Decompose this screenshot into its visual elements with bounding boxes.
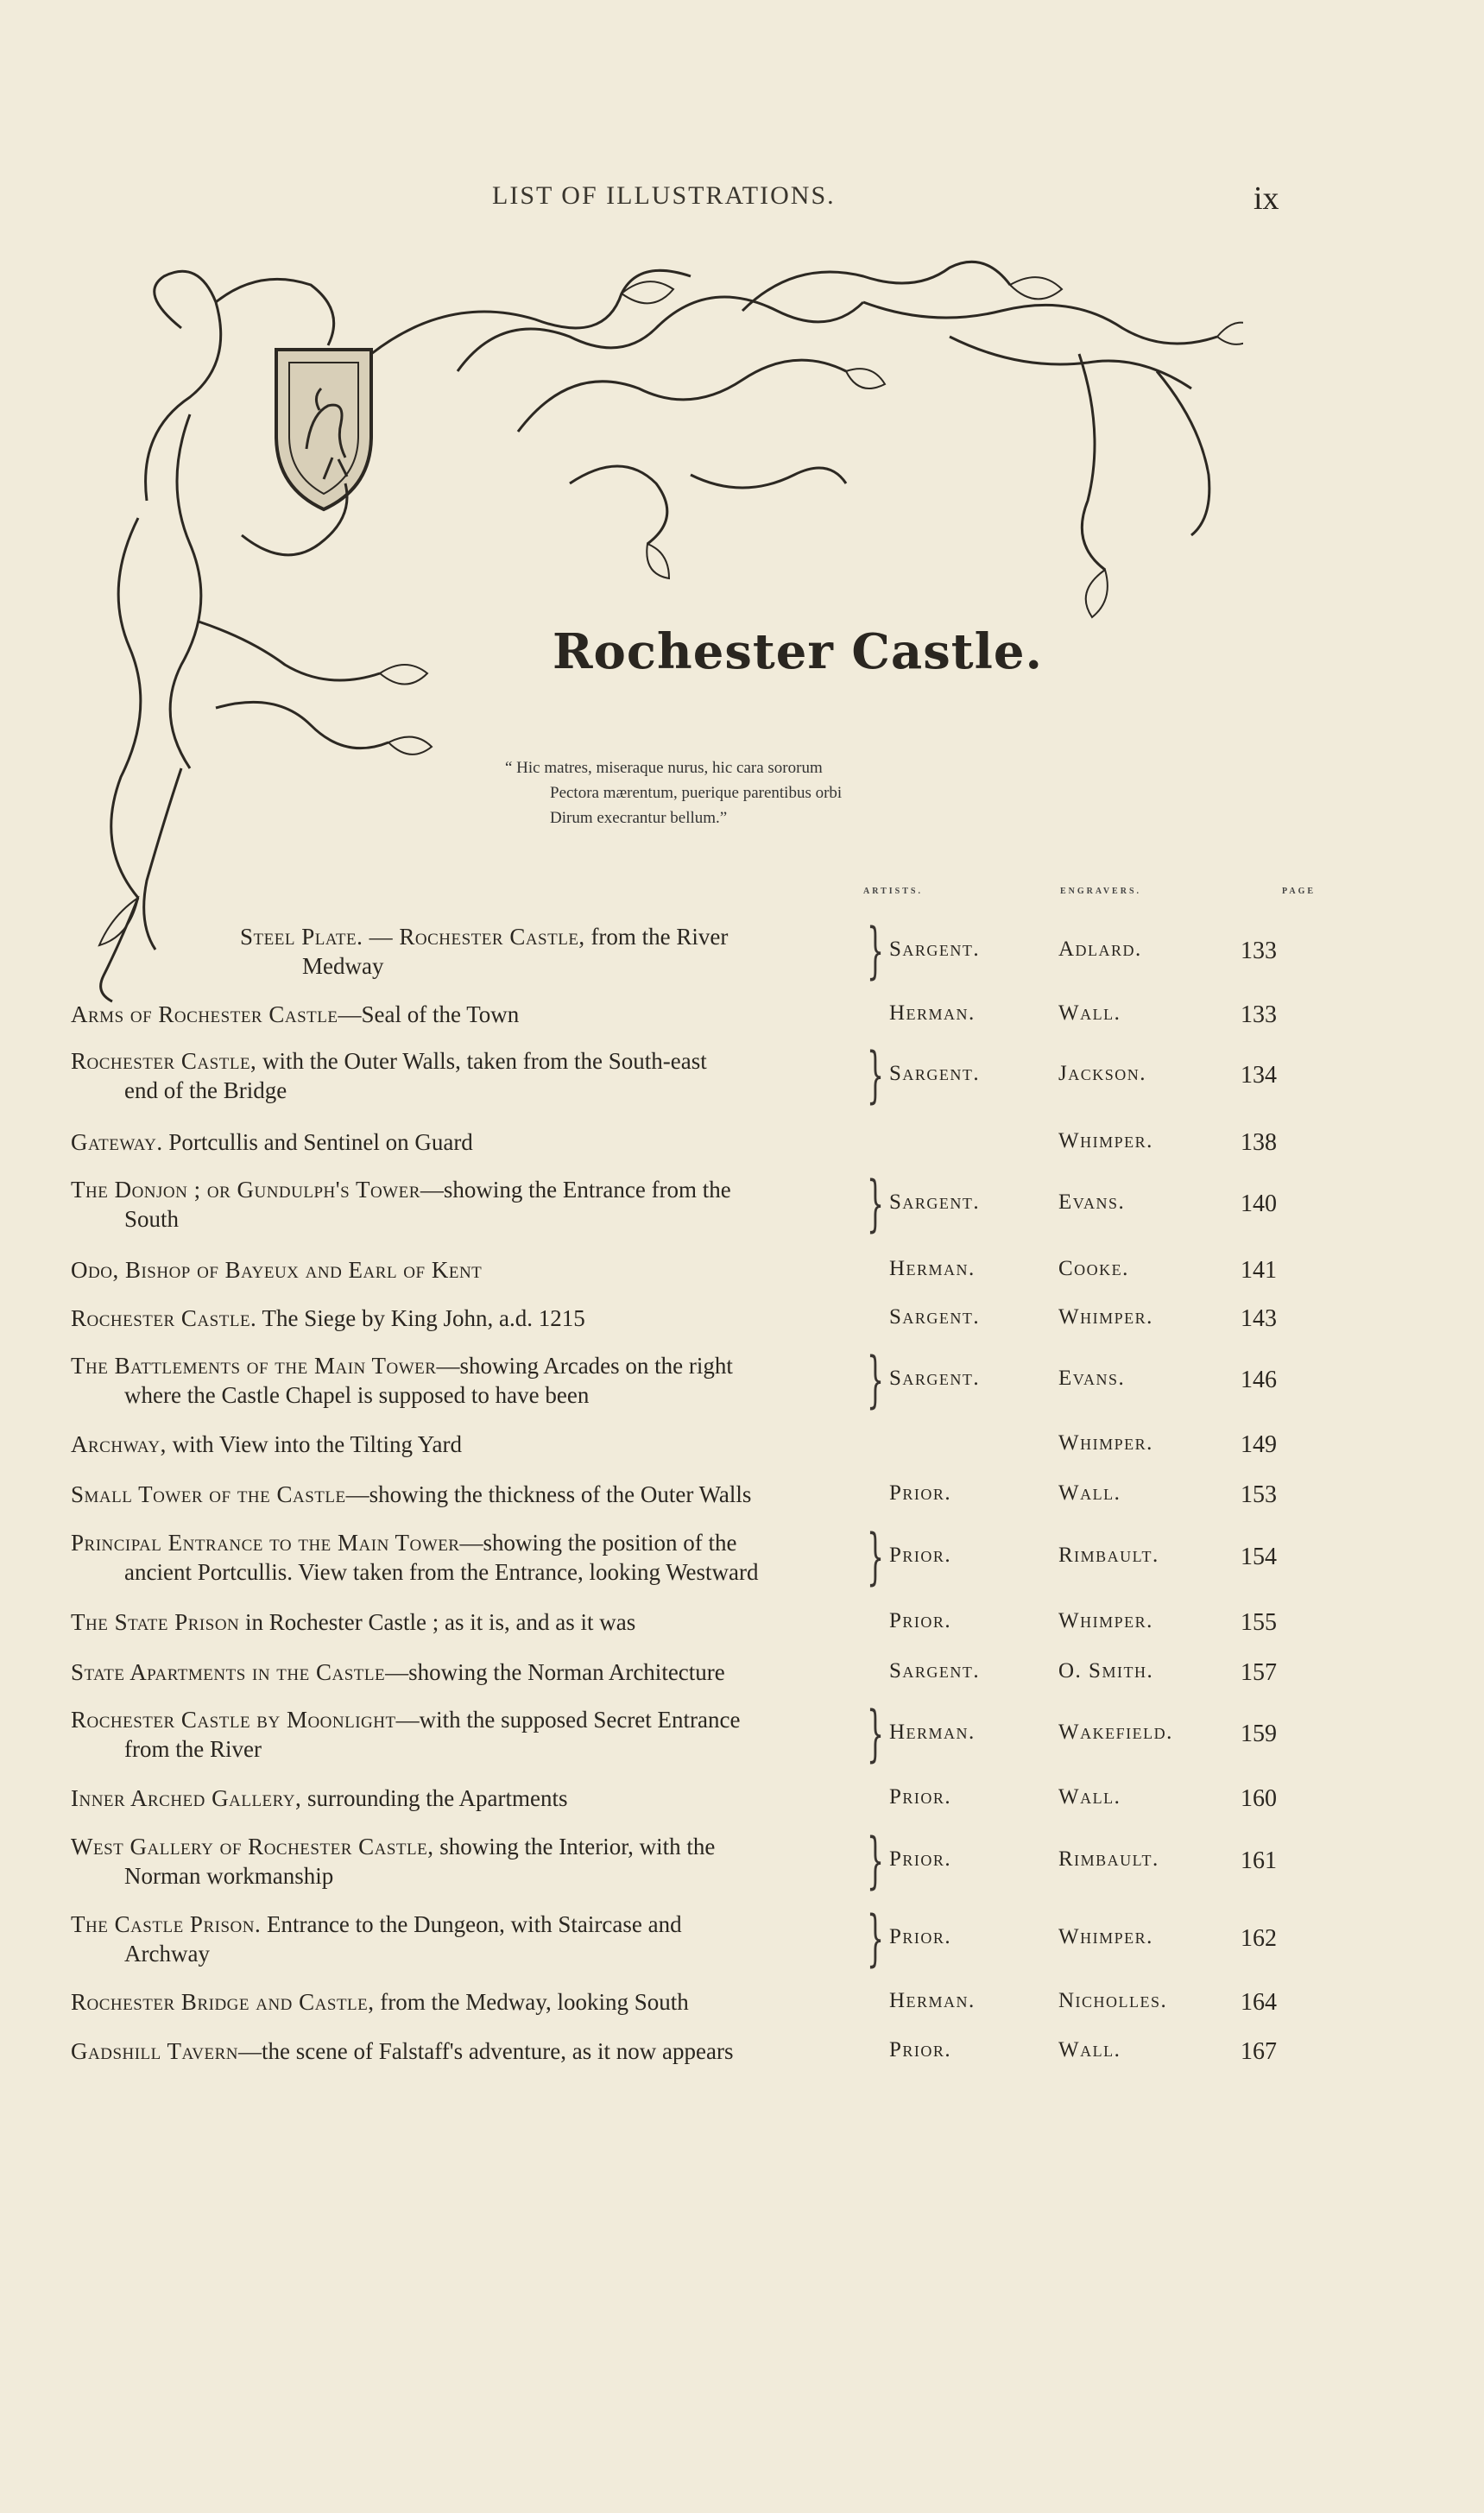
brace: } <box>867 1168 885 1239</box>
entry-description <box>71 1255 482 1285</box>
artist-name: Prior. <box>889 1925 952 1948</box>
entry-description <box>71 1607 635 1637</box>
vine-leaves <box>99 277 1243 945</box>
page-ref: 161 <box>1241 1847 1277 1874</box>
entry-text: —the scene of Falstaff's adventure, as it now appears <box>238 2038 734 2064</box>
epigraph <box>505 755 842 830</box>
engraver-name: Whimper. <box>1058 1609 1153 1632</box>
page-ref: 155 <box>1241 1609 1277 1636</box>
column-header-engravers: ENGRAVERS. <box>1060 887 1141 896</box>
entry-description <box>71 1987 689 2017</box>
artist-name: Herman. <box>889 1989 976 2012</box>
artist-name: Prior. <box>889 1785 952 1809</box>
entry-text: —showing the position of the <box>459 1530 737 1556</box>
engraver-name: Adlard. <box>1058 938 1142 961</box>
engraver-name: Rimbault. <box>1058 1544 1159 1567</box>
entry-text: —Seal of the Town <box>338 1001 520 1027</box>
column-header-page: PAGE <box>1282 887 1317 896</box>
entry-text: —showing the Norman Architecture <box>385 1659 725 1685</box>
entry-description <box>71 1832 715 1891</box>
page-ref: 167 <box>1241 2038 1277 2065</box>
engraver-name: Whimper. <box>1058 1305 1153 1329</box>
brace: } <box>867 915 885 986</box>
entry-text: showing the Interior, with the <box>433 1834 716 1859</box>
page-ref: 134 <box>1241 1062 1277 1089</box>
epigraph-line: “ Hic matres, miseraque nurus, hic cara sororum <box>505 759 823 777</box>
engraver-name: Wall. <box>1058 2038 1121 2062</box>
artist-name: Prior. <box>889 1609 952 1632</box>
engraver-name: Whimper. <box>1058 1925 1153 1948</box>
entry-description <box>71 1046 707 1105</box>
artist-name: Herman. <box>889 1001 976 1025</box>
entry-lead: Rochester Castle. <box>71 1305 257 1331</box>
entry-text: with View into the Tilting Yard <box>166 1431 463 1457</box>
engraver-name: Whimper. <box>1058 1431 1153 1455</box>
entry-text: —showing the Entrance from the <box>420 1177 731 1203</box>
entry-continuation: end of the Bridge <box>124 1077 287 1103</box>
entry-description <box>71 1528 759 1587</box>
entry-text: Portcullis and Sentinel on Guard <box>162 1129 473 1155</box>
artist-name: Sargent. <box>889 1190 981 1214</box>
entry-text: surrounding the Apartments <box>301 1785 568 1811</box>
entry-continuation: from the River <box>124 1736 262 1762</box>
entry-description <box>71 1127 473 1157</box>
engraver-name: Wall. <box>1058 1785 1121 1809</box>
entry-text: —showing the thickness of the Outer Walls <box>345 1481 752 1507</box>
entry-lead: Arms of Rochester Castle <box>71 1001 338 1027</box>
page-ref: 160 <box>1241 1785 1277 1812</box>
brace: } <box>867 1344 885 1415</box>
artist-name: Herman. <box>889 1721 976 1744</box>
epigraph-line: Pectora mærentum, puerique parentibus orbi <box>550 784 843 802</box>
entry-lead: Steel Plate. — Rochester Castle, <box>240 924 585 950</box>
engraver-name: Evans. <box>1058 1367 1126 1390</box>
engraver-name: Cooke. <box>1058 1257 1129 1280</box>
entry-text: from the Medway, looking South <box>374 1989 689 2015</box>
entry-lead: Odo, Bishop of Bayeux and Earl of Kent <box>71 1257 483 1283</box>
brace: } <box>867 1825 885 1896</box>
page-ref: 138 <box>1241 1129 1277 1156</box>
page-ref: 141 <box>1241 1257 1277 1284</box>
engraver-name: O. Smith. <box>1058 1659 1154 1683</box>
entry-text: —showing Arcades on the right <box>436 1353 733 1379</box>
entry-lead: The Battlements of the Main Tower <box>71 1353 437 1379</box>
entry-continuation: Norman workmanship <box>124 1863 334 1889</box>
page-ref: 149 <box>1241 1431 1277 1458</box>
entry-continuation: South <box>124 1206 180 1232</box>
page-ref: 143 <box>1241 1305 1277 1332</box>
entry-description <box>71 1480 751 1509</box>
entry-text: Entrance to the Dungeon, with Staircase and <box>261 1911 682 1937</box>
entry-lead: Inner Arched Gallery, <box>71 1785 302 1811</box>
entry-lead: The Donjon ; or Gundulph's Tower <box>71 1177 420 1203</box>
entry-description <box>71 1910 682 1968</box>
entry-text: —with the supposed Secret Entrance <box>395 1707 741 1733</box>
page-number: ix <box>1254 180 1279 217</box>
artist-name: Prior. <box>889 2038 952 2062</box>
engraver-name: Rimbault. <box>1058 1847 1159 1871</box>
entry-description <box>71 1657 725 1687</box>
brace: } <box>867 1903 885 1973</box>
engraver-name: Wall. <box>1058 1481 1121 1505</box>
entry-lead: Rochester Castle by Moonlight <box>71 1707 396 1733</box>
entry-text: with the Outer Walls, taken from the South-east <box>256 1048 707 1074</box>
page-ref: 140 <box>1241 1190 1277 1217</box>
entry-description <box>71 1175 731 1234</box>
entry-text: in Rochester Castle ; as it is, and as it was <box>239 1609 636 1635</box>
entry-description <box>71 1351 733 1410</box>
artist-name: Prior. <box>889 1481 952 1505</box>
entry-lead: The Castle Prison. <box>71 1911 262 1937</box>
engraver-name: Evans. <box>1058 1190 1126 1214</box>
entry-lead: State Apartments in the Castle <box>71 1659 386 1685</box>
engraver-name: Whimper. <box>1058 1129 1153 1152</box>
entry-description <box>71 1000 519 1029</box>
entry-description <box>71 1784 567 1813</box>
artist-name: Prior. <box>889 1544 952 1567</box>
artist-name: Sargent. <box>889 1305 981 1329</box>
entry-description <box>71 1430 462 1459</box>
entry-description <box>71 2036 733 2066</box>
page-ref: 154 <box>1241 1544 1277 1570</box>
artist-name: Sargent. <box>889 1367 981 1390</box>
coat-of-arms-shield <box>276 350 371 509</box>
page-ref: 133 <box>1241 1001 1277 1028</box>
engraver-name: Wall. <box>1058 1001 1121 1025</box>
page-ref: 146 <box>1241 1367 1277 1393</box>
entry-description <box>71 1705 740 1764</box>
artist-name: Prior. <box>889 1847 952 1871</box>
entry-text: The Siege by King John, a.d. 1215 <box>256 1305 585 1331</box>
entry-lead: Rochester Bridge and Castle, <box>71 1989 375 2015</box>
page-ref: 159 <box>1241 1721 1277 1747</box>
entry-continuation: where the Castle Chapel is supposed to have been <box>124 1382 590 1408</box>
entry-text: from the River <box>584 924 729 950</box>
brace: } <box>867 1039 885 1110</box>
entry-lead: Rochester Castle, <box>71 1048 257 1074</box>
artist-name: Sargent. <box>889 1659 981 1683</box>
entry-description <box>71 1304 585 1333</box>
artist-name: Herman. <box>889 1257 976 1280</box>
running-head: LIST OF ILLUSTRATIONS. <box>492 181 836 210</box>
page-ref: 133 <box>1241 938 1277 964</box>
entry-lead: Archway, <box>71 1431 167 1457</box>
page-ref: 162 <box>1241 1925 1277 1952</box>
engraver-name: Jackson. <box>1058 1062 1146 1085</box>
artist-name: Sargent. <box>889 938 981 961</box>
epigraph-line: Dirum execrantur bellum.” <box>550 809 728 827</box>
brace: } <box>867 1521 885 1592</box>
entry-description <box>240 922 728 981</box>
artist-name: Sargent. <box>889 1062 981 1085</box>
entry-lead: Gadshill Tavern <box>71 2038 239 2064</box>
entry-lead: The State Prison <box>71 1609 240 1635</box>
entry-lead: Small Tower of the Castle <box>71 1481 346 1507</box>
entry-continuation: Medway <box>302 953 384 979</box>
page-ref: 157 <box>1241 1659 1277 1686</box>
section-title: Rochester Castle. <box>553 623 1044 680</box>
engraver-name: Nicholles. <box>1058 1989 1168 2012</box>
engraver-name: Wakefield. <box>1058 1721 1173 1744</box>
entry-lead: Principal Entrance to the Main Tower <box>71 1530 460 1556</box>
column-header-artists: ARTISTS. <box>863 887 923 896</box>
entry-continuation: Archway <box>124 1941 210 1967</box>
brace: } <box>867 1698 885 1769</box>
entry-continuation: ancient Portcullis. View taken from the Entrance, looking Westward <box>124 1559 759 1585</box>
entry-lead: West Gallery of Rochester Castle, <box>71 1834 434 1859</box>
page-ref: 164 <box>1241 1989 1277 2016</box>
entry-lead: Gateway. <box>71 1129 163 1155</box>
page-ref: 153 <box>1241 1481 1277 1508</box>
